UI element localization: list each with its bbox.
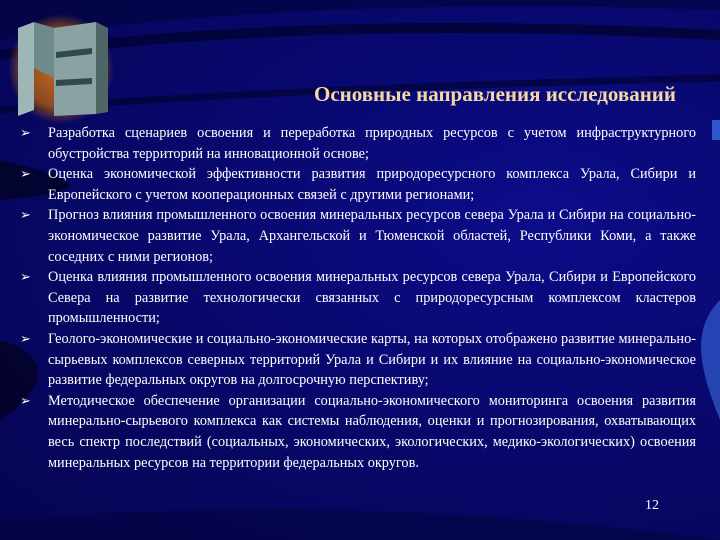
arrowhead-bullet-icon: ➢	[20, 269, 31, 285]
list-item: ➢ Геолого-экономические и социально-экономические карты, на которых отображено развитие минерально-сырьевых комплексов северных территорий Урала и Сибири и их влияние на социально-экономическое развитие федеральных округов на долгосрочную перспективу;	[20, 330, 696, 389]
page-number: 12	[645, 498, 659, 513]
list-item: ➢ Оценка влияния промышленного освоения минеральных ресурсов севера Урала, Сибири и Европейского Севера на развитие технологически связанных с природоресурсным комплексом кластеров промышленности;	[20, 269, 696, 327]
arrowhead-bullet-icon: ➢	[20, 125, 31, 140]
list-item: ➢ Разработка сценариев освоения и переработка природных ресурсов с учетом инфраструктурного обустройства территорий на инновационной основе;	[20, 125, 696, 162]
research-directions-list	[20, 123, 696, 473]
institute-logo	[4, 8, 124, 128]
arrowhead-bullet-icon: ➢	[20, 392, 31, 408]
arrowhead-bullet-icon: ➢	[20, 166, 31, 182]
list-item: ➢ Методическое обеспечение организации социально-экономического мониторинга освоения развития минерально-сырьевого комплекса как системы наблюдения, оценки и прогнозирования, охватывающих весь спектр последствий (социальных, экономических, экологических, медико-экологических) освоения минеральных ресурсов на территории федеральных округов.	[20, 392, 696, 471]
list-item: ➢ Оценка экономической эффективности развития природоресурсного комплекса Урала, Сибири и Европейского с учетом кооперационных связей с другими регионами;	[20, 166, 696, 203]
arrowhead-bullet-icon: ➢	[20, 330, 31, 346]
list-item: ➢ Прогноз влияния промышленного освоения минеральных ресурсов севера Урала и Сибири на социально-экономическое развитие Урала, Архангельской и Тюменской областей, Республики Коми, а также соседних с ними регионов;	[20, 207, 696, 265]
slide-title: Основные направления исследований	[313, 82, 677, 106]
arrowhead-bullet-icon: ➢	[20, 207, 31, 223]
